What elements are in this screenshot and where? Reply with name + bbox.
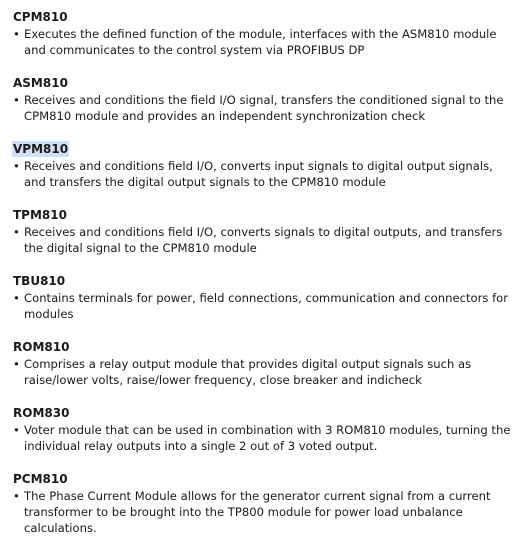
module-description-list [12,6,516,550]
bullet-text: Voter module that can be used in combination with 3 ROM810 modules, turning the individual relay outputs into a single 2 out of 3 voted output. [24,423,511,453]
bullet-item [12,290,516,322]
bullet-item [12,158,516,190]
bullet-icon: • [13,159,20,173]
section-rom810 [12,336,516,388]
section-cpm810 [12,6,516,58]
section-asm810 [12,72,516,124]
section-heading: ASM810 [13,76,68,90]
bullet-item [12,26,516,58]
bullet-text: Comprises a relay output module that provides digital output signals such as raise/lower volts, raise/lower frequency, close breaker and indicheck [24,357,472,387]
bullet-icon: • [13,225,20,239]
section-heading: PCM810 [13,472,68,486]
bullet-item [12,224,516,256]
section-vpm810 [12,138,516,190]
bullet-icon: • [13,291,20,305]
section-pcm810 [12,468,516,536]
section-heading: TBU810 [13,274,66,288]
bullet-icon: • [13,423,20,437]
section-heading: TPM810 [13,208,67,222]
section-heading: ROM810 [13,340,70,354]
bullet-text: Contains terminals for power, field connections, communication and connectors for modules [24,291,509,321]
bullet-icon: • [13,489,20,503]
bullet-text: Receives and conditions field I/O, converts input signals to digital output signals, and transfers the digital output signals to the CPM810 module [24,159,493,189]
section-tbu810 [12,270,516,322]
bullet-item [12,422,516,454]
section-heading: ROM830 [13,406,70,420]
section-rom830 [12,402,516,454]
bullet-text: Receives and conditions field I/O, converts signals to digital outputs, and transfers the digital signal to the CPM810 module [24,225,503,255]
bullet-item [12,356,516,388]
section-heading: CPM810 [13,10,68,24]
bullet-text: Receives and conditions the field I/O signal, transfers the conditioned signal to the CPM810 module and provides an independent synchronization check [24,93,504,123]
bullet-text: Executes the defined function of the module, interfaces with the ASM810 module and communicates to the control system via PROFIBUS DP [24,27,497,57]
bullet-icon: • [13,27,20,41]
bullet-text: The Phase Current Module allows for the generator current signal from a current transformer to be brought into the TP800 module for power load unbalance calculations. [24,489,491,535]
section-heading-selected[interactable]: VPM810 [13,142,69,156]
bullet-icon: • [13,93,20,107]
bullet-item [12,488,516,536]
section-tpm810 [12,204,516,256]
bullet-item [12,92,516,124]
bullet-icon: • [13,357,20,371]
